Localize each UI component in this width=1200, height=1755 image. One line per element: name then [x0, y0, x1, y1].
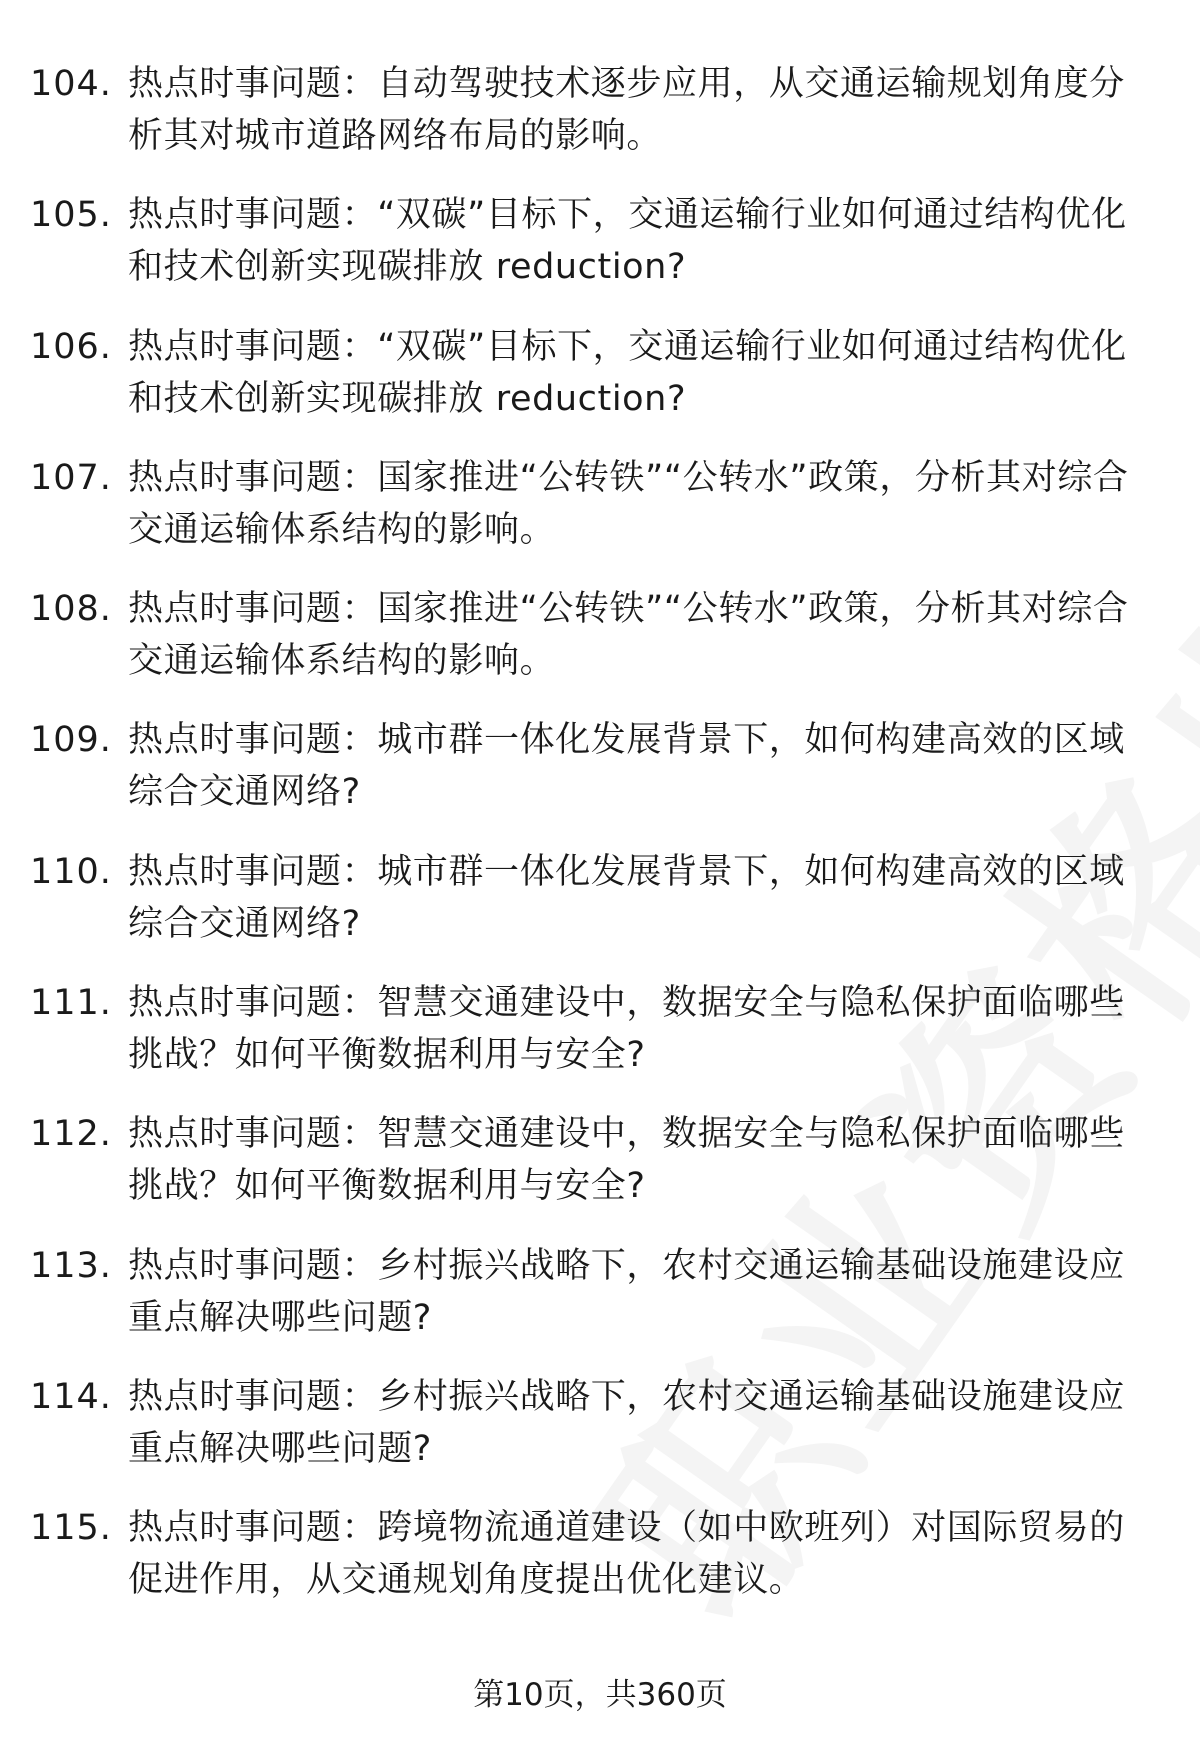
question-item-105: [0, 189, 1200, 320]
question-number: 106.: [30, 326, 112, 367]
question-item-111: [0, 977, 1200, 1108]
question-item-115: [0, 1502, 1200, 1633]
question-text: 热点时事问题：国家推进“公转铁”“公转水”政策，分析其对综合交通运输体系结构的影响。: [128, 457, 1129, 550]
question-item-114: [0, 1371, 1200, 1502]
question-number: 109.: [30, 720, 112, 761]
question-text: 热点时事问题：“双碳”目标下，交通运输行业如何通过结构优化和技术创新实现碳排放 reduction?: [128, 195, 1127, 288]
question-number: 104.: [30, 64, 112, 104]
question-text: 热点时事问题：“双碳”目标下，交通运输行业如何通过结构优化和技术创新实现碳排放 reduction?: [128, 326, 1127, 419]
question-text: 热点时事问题：智慧交通建设中，数据安全与隐私保护面临哪些挑战？如何平衡数据利用与安全?: [128, 1114, 1125, 1207]
question-item-112: [0, 1108, 1200, 1239]
question-number: 115.: [30, 1508, 112, 1549]
question-text: 热点时事问题：城市群一体化发展背景下，如何构建高效的区域综合交通网络?: [128, 720, 1125, 813]
question-item-107: [0, 452, 1200, 583]
question-item-113: [0, 1240, 1200, 1371]
question-item-106: [0, 321, 1200, 452]
question-text: 热点时事问题：国家推进“公转铁”“公转水”政策，分析其对综合交通运输体系结构的影响。: [128, 589, 1129, 682]
page-footer: 第10页，共360页: [473, 1677, 727, 1713]
question-item-109: [0, 714, 1200, 845]
question-number: 107.: [30, 457, 112, 498]
question-text: 热点时事问题：智慧交通建设中，数据安全与隐私保护面临哪些挑战？如何平衡数据利用与安全?: [128, 983, 1125, 1076]
question-number: 111.: [30, 983, 112, 1024]
question-text: 热点时事问题：乡村振兴战略下，农村交通运输基础设施建设应重点解决哪些问题?: [128, 1245, 1125, 1338]
question-item-104: [0, 58, 1200, 189]
question-number: 110.: [30, 851, 112, 892]
question-number: 114.: [30, 1376, 112, 1417]
question-text: 热点时事问题：自动驾驶技术逐步应用，从交通运输规划角度分析其对城市道路网络布局的影响。: [128, 64, 1125, 156]
question-list: [0, 58, 1200, 1634]
question-text: 热点时事问题：跨境物流通道建设（如中欧班列）对国际贸易的促进作用，从交通规划角度提出优化建议。: [128, 1508, 1125, 1601]
question-text: 热点时事问题：城市群一体化发展背景下，如何构建高效的区域综合交通网络?: [128, 851, 1125, 944]
question-number: 108.: [30, 589, 112, 630]
question-item-110: [0, 846, 1200, 977]
question-number: 113.: [30, 1245, 112, 1286]
question-number: 105.: [30, 195, 112, 236]
question-number: 112.: [30, 1114, 112, 1155]
question-item-108: [0, 583, 1200, 714]
question-text: 热点时事问题：乡村振兴战略下，农村交通运输基础设施建设应重点解决哪些问题?: [128, 1376, 1125, 1469]
